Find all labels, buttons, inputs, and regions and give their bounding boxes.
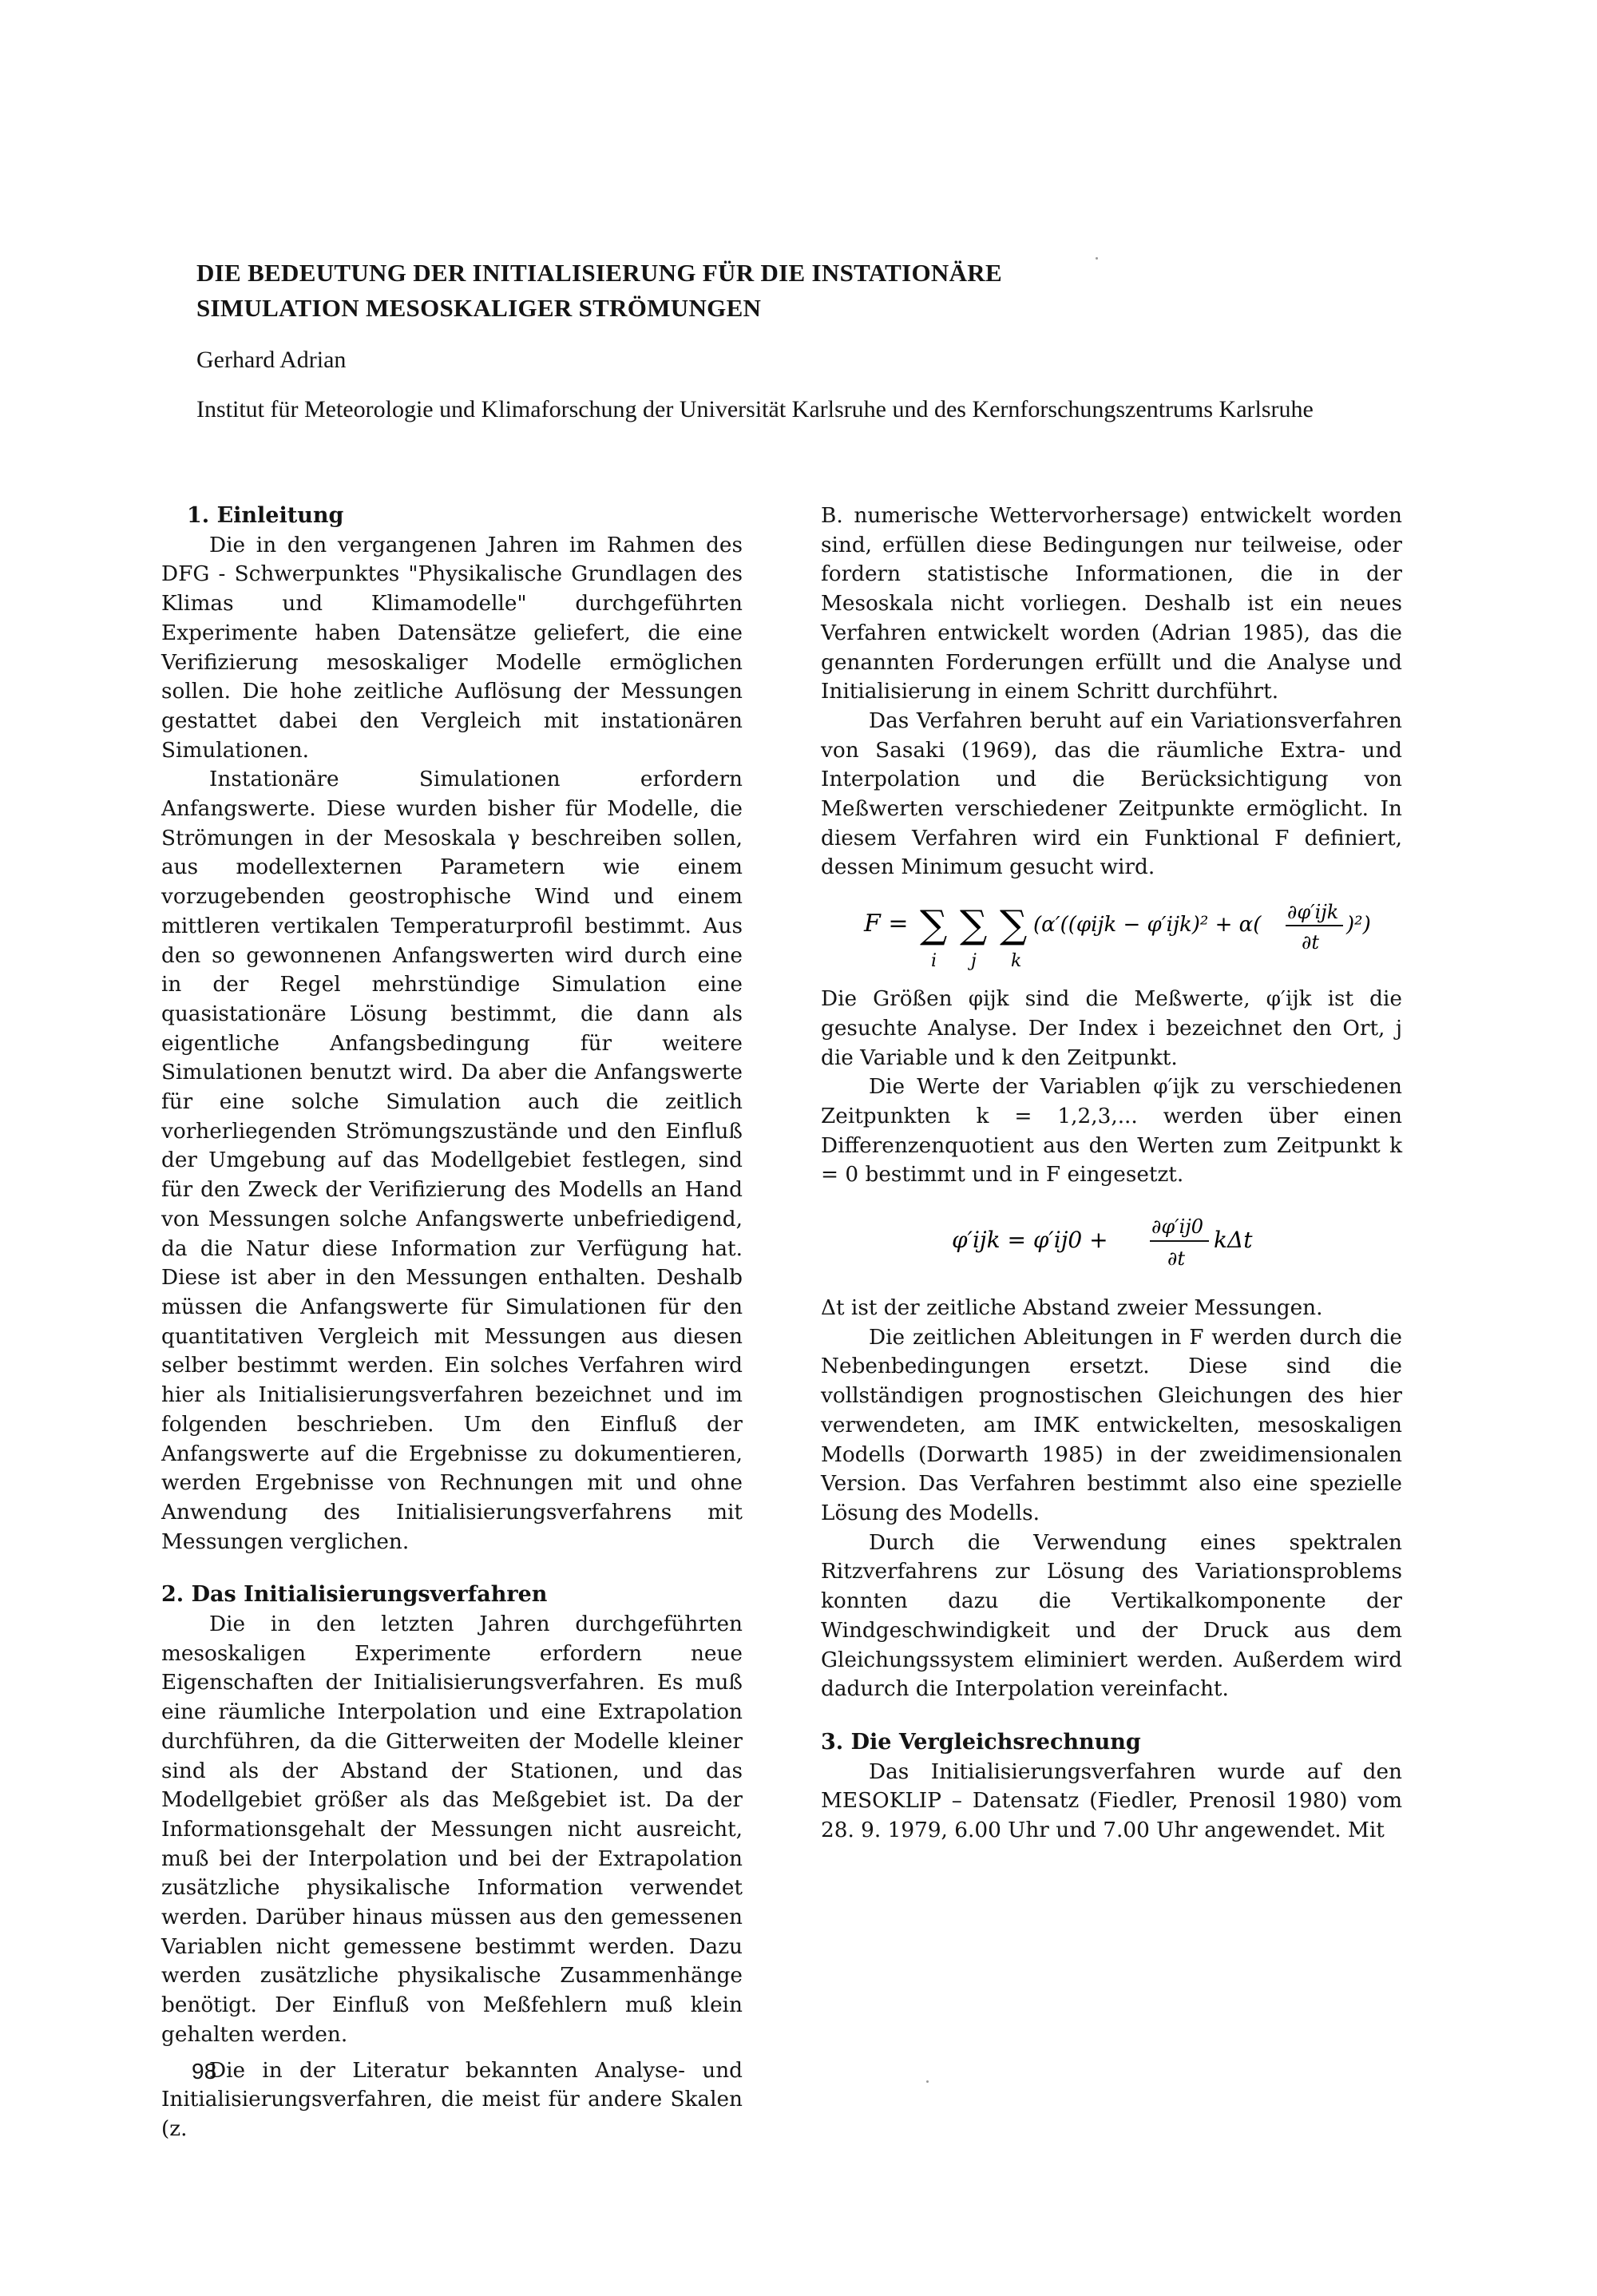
author-name: Gerhard Adrian [196,347,347,373]
section-1-paragraph-2: Instationäre Simulationen erfordern Anfangswerte. Diese wurden bisher für Modelle, die Strömungen in der Mesoskala γ beschreiben sollen, aus modellexternen Parametern wie einem vorzugebenden geostrophische Wind und einem mittleren vertikalen Temperaturprofil bestimmt. Aus den so gewonnenen Anfangswerten wird durch eine in der Regel mehrstündige Simulation eine quasistationäre Lösung bestimmt, die dann als eigentliche Anfangsbedingung für weitere Simulationen benutzt wird. Da aber die Anfangswerte für eine solche Simulation auch die zeitlich vorherliegenden Strömungszustände und den Einfluß der Umgebung auf das Modellgebiet festlegen, sind für den Zweck der Verifizierung des Modells an Hand von Messungen solche Anfangswerte unbefriedigend, da die Natur diese Information zur Verfügung hat. Diese ist aber in den Messungen enthalten. Deshalb müssen die Anfangswerte für Simulationen für den quantitativen Vergleich mit Messungen aus diesen selber bestimmt werden. Ein solches Verfahren wird hier als Initialisierungsverfahren bezeichnet und im folgenden beschrieben. Um den Einfluß der Anfangswerte auf die Ergebnisse zu dokumentieren, werden Ergebnisse von Rechnungen mit und ohne Anwendung des Initialisierungsverfahrens mit Messungen verglichen. [161,767,743,1554]
scan-speck [926,2080,929,2083]
eq2-fraction-denominator: ∂t [1167,1247,1186,1271]
eq1-term: (α′((φijk − φ′ijk)² + α( [1033,913,1262,938]
sum-symbol-j: ∑ [960,902,988,948]
eq1-lhs: F = [864,910,909,938]
right-column [821,502,1402,1846]
right-paragraph-5: Δt ist der zeitliche Abstand zweier Messungen. [821,1296,1323,1321]
title-line-2: SIMULATION MESOSKALIGER STRÖMUNGEN [196,294,762,322]
right-paragraph-3: Die Größen φijk sind die Meßwerte, φ′ijk ist die gesuchte Analyse. Der Index i bezeichnet den Ort, j die Variable und k den Zeitpunkt. [821,987,1402,1070]
right-paragraph-7: Durch die Verwendung eines spektralen Ritzverfahrens zur Lösung des Variationsproblems konnten dazu die Vertikalkomponente der Windgeschwindigkeit und der Druck aus dem Gleichungssystem eliminiert werden. Außerdem wird dadurch die Interpolation vereinfacht. [821,1530,1402,1702]
equation-functional [821,882,1402,985]
right-paragraph-6: Die zeitlichen Ableitungen in F werden durch die Nebenbedingungen ersetzt. Diese sind die vollständigen prognostischen Gleichungen des hier verwendeten, am IMK entwickelten, mesoskaligen Modells (Dorwarth 1985) in der zweidimensionalen Version. Das Verfahren bestimmt also eine spezielle Lösung des Modells. [821,1325,1402,1525]
section-2-paragraph-2: Die in der Literatur bekannten Analyse- und Initialisierungsverfahren, die meist für andere Skalen (z. [161,2058,743,2141]
section-3-heading: 3. Die Vergleichsrechnung [821,1729,1141,1755]
equation-functional-svg [832,890,1391,977]
scan-speck [1096,257,1098,260]
equation-difference-quotient [821,1190,1402,1294]
eq1-index-j: j [971,951,977,972]
eq1-index-k: k [1011,951,1022,972]
equation-difference-svg [888,1198,1335,1286]
paper-title [196,256,1314,326]
section-3-paragraph-1: Das Initialisierungsverfahren wurde auf den MESOKLIP – Datensatz (Fiedler, Prenosil 1980) vom 28. 9. 1979, 6.00 Uhr und 7.00 Uhr angewendet. Mit [821,1759,1402,1843]
eq2-tail: kΔt [1214,1227,1253,1254]
eq1-index-i: i [931,951,937,972]
eq2-fraction-numerator: ∂φ′ij0 [1151,1215,1204,1239]
eq1-fraction-numerator: ∂φ′ijk [1287,901,1339,924]
section-1-paragraph-1: Die in den vergangenen Jahren im Rahmen des DFG - Schwerpunktes "Physikalische Grundlagen des Klimas und Klimamodelle" durchgeführten Experimente haben Datensätze geliefert, die eine Verifizierung mesoskaliger Modelle ermöglichen sollen. Die hohe zeitliche Auflösung der Messungen gestattet dabei den Vergleich mit instationären Simulationen. [161,533,743,763]
sum-symbol-k: ∑ [1000,902,1028,948]
title-line-1: DIE BEDEUTUNG DER INITIALISIERUNG FÜR DIE INSTATIONÄRE [196,259,1002,287]
right-paragraph-2: Das Verfahren beruht auf ein Variationsverfahren von Sasaki (1969), das die räumliche Extra- und Interpolation und die Berücksichtigung von Meßwerten verschiedener Zeitpunkte ermöglicht. In diesem Verfahren wird ein Funktional F definiert, dessen Minimum gesucht wird. [821,708,1402,880]
section-2-paragraph-1: Die in den letzten Jahren durchgeführten mesoskaligen Experimente erfordern neue Eigenschaften der Initialisierungsverfahren. Es muß eine räumliche Interpolation und eine Extrapolation durchführen, da die Gitterweiten der Modelle kleiner sind als der Abstand der Stationen, und das Modellgebiet größer als das Meßgebiet ist. Da der Informationsgehalt der Messungen nicht ausreicht, muß bei der Interpolation und bei der Extrapolation zusätzliche physikalische Information verwendet werden. Darüber hinaus müssen aus den gemessenen Variablen nicht gemessene bestimmt werden. Dazu werden zusätzliche physikalische Zusammenhänge benötigt. Der Einfluß von Meßfehlern muß klein gehalten werden. [161,1612,743,2047]
eq1-fraction-denominator: ∂t [1302,931,1320,954]
section-1-heading: 1. Einleitung [187,503,344,528]
section-2-heading: 2. Das Initialisierungsverfahren [161,1582,548,1608]
eq1-tail: )²) [1346,913,1371,938]
right-paragraph-4: Die Werte der Variablen φ′ijk zu verschiedenen Zeitpunkten k = 1,2,3,... werden über einen Differenzenquotient aus den Werten zum Zeitpunkt k = 0 bestimmt und in F eingesetzt. [821,1075,1402,1188]
sum-symbol-i: ∑ [920,902,948,948]
author-affiliation: Institut für Meteorologie und Klimaforschung der Universität Karlsruhe und des Kernforschungszentrums Karlsruhe [196,396,1314,422]
page-number: 98 [192,2059,217,2084]
right-paragraph-1: B. numerische Wettervorhersage) entwickelt worden sind, erfüllen diese Bedingungen nur teilweise, oder fordern statistische Informationen, die in der Mesoskala nicht vorliegen. Deshalb ist ein neues Verfahren entwickelt worden (Adrian 1985), das die genannten Forderungen erfüllt und die Analyse und Initialisierung in einem Schritt durchführt. [821,504,1402,704]
eq2-lhs: φ′ijk = φ′ij0 + [952,1227,1108,1254]
left-column [161,502,743,2144]
